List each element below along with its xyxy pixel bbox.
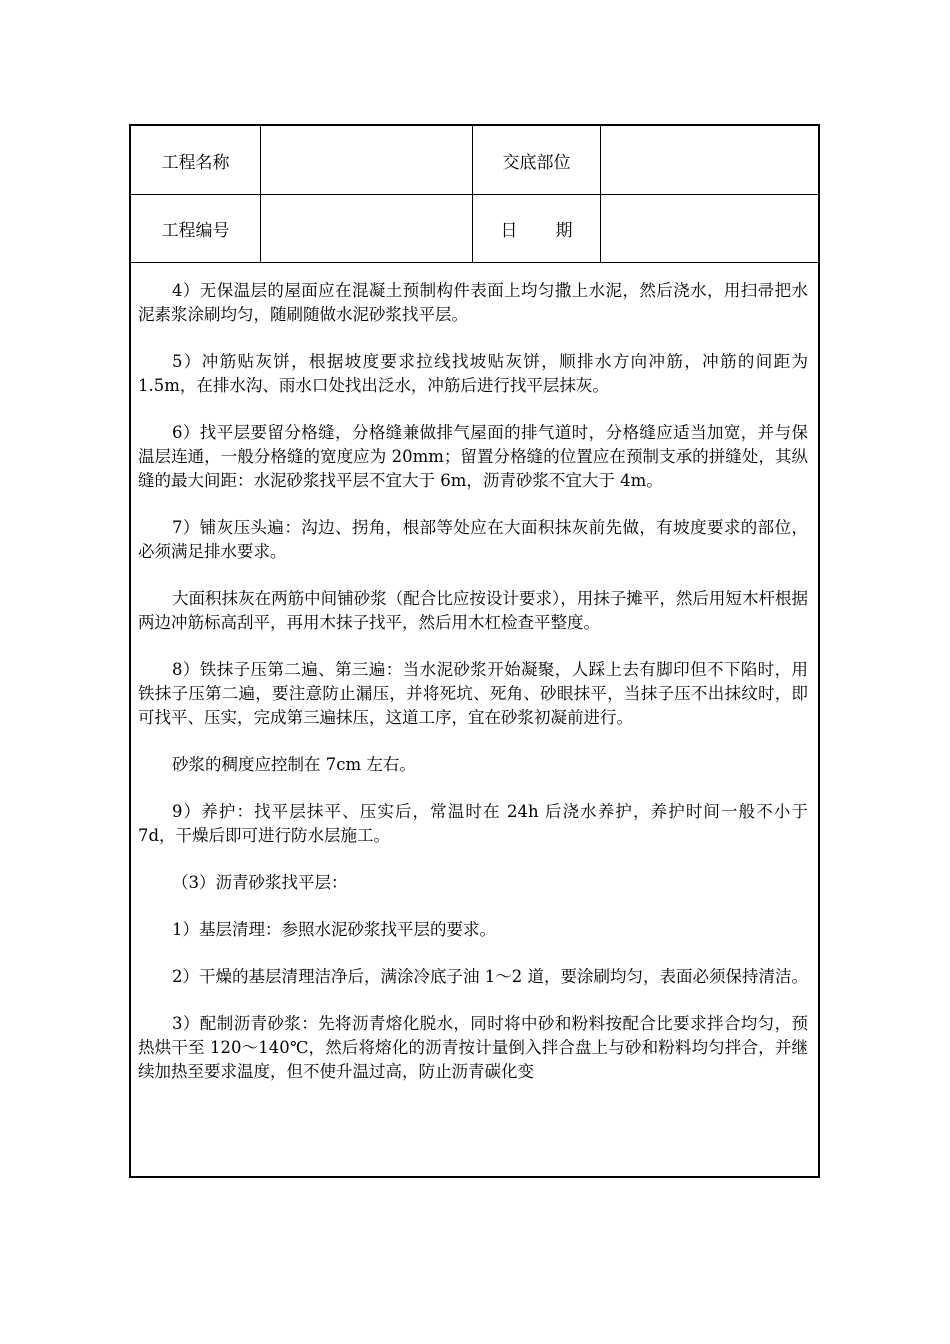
disclosure-part-label: 交底部位: [472, 126, 600, 194]
paragraph: 4）无保温层的屋面应在混凝土预制构件表面上均匀撒上水泥，然后浇水，用扫帚把水泥素浆涂刷均匀，随刷随做水泥砂浆找平层。: [138, 281, 808, 324]
paragraph: 大面积抹灰在两筋中间铺砂浆（配合比应按设计要求），用抹子摊平，然后用短木杆根据两边冲筋标高刮平，再用木抹子找平，然后用木杠检查平整度。: [138, 589, 808, 632]
paragraph: 3）配制沥青砂浆：先将沥青熔化脱水，同时将中砂和粉料按配合比要求拌合均匀，预热烘干至 120～140℃，然后将熔化的沥青按计量倒入拌合盘上与砂和粉料均匀拌合，并继续加热至要求温度，但不使升温过高，防止沥青碳化变: [138, 1014, 808, 1081]
date-label-left: 日: [500, 220, 518, 241]
paragraph: 9）养护：找平层抹平、压实后，常温时在 24h 后浇水养护，养护时间一般不小于 7d，干燥后即可进行防水层施工。: [138, 802, 808, 845]
project-number-value: [260, 194, 472, 262]
header-row-1: [131, 126, 818, 195]
date-label: [472, 194, 600, 262]
project-name-value: [260, 126, 472, 194]
disclosure-table: [129, 124, 820, 1178]
paragraph: （3）沥青砂浆找平层：: [172, 873, 348, 892]
paragraph: 7）铺灰压头遍：沟边、拐角，根部等处应在大面积抹灰前先做，有坡度要求的部位，必须满足排水要求。: [138, 518, 808, 561]
date-value: [600, 194, 818, 262]
paragraph: 2）干燥的基层清理洁净后，满涂冷底子油 1～2 道，要涂刷均匀，表面必须保持清洁。: [172, 967, 808, 986]
disclosure-content: [138, 263, 808, 1176]
paragraph: 5）冲筋贴灰饼，根据坡度要求拉线找坡贴灰饼，顺排水方向冲筋，冲筋的间距为 1.5m，在排水沟、雨水口处找出泛水，冲筋后进行找平层抹灰。: [138, 352, 808, 395]
paragraph: 砂浆的稠度应控制在 7cm 左右。: [172, 755, 416, 774]
date-label-right: 期: [555, 220, 573, 241]
project-number-label: 工程编号: [161, 220, 230, 241]
header-row-2: [131, 194, 818, 263]
disclosure-part-value: [600, 126, 818, 194]
project-name-label: 工程名称: [161, 152, 230, 173]
paragraph: 8）铁抹子压第二遍、第三遍：当水泥砂浆开始凝聚，人踩上去有脚印但不下陷时，用铁抹子压第二遍，要注意防止漏压，并将死坑、死角、砂眼抹平，当抹子压不出抹纹时，即可找平、压实，完成第三遍抹压，这道工序，宜在砂浆初凝前进行。: [138, 660, 808, 727]
paragraph: 6）找平层要留分格缝，分格缝兼做排气屋面的排气道时，分格缝应适当加宽，并与保温层连通，一般分格缝的宽度应为 20mm；留置分格缝的位置应在预制支承的拼缝处，其纵缝的最大间距：水泥砂浆找平层不宜大于 6m，沥青砂浆不宜大于 4m。: [138, 423, 808, 490]
paragraph: 1）基层清理：参照水泥砂浆找平层的要求。: [172, 920, 496, 939]
